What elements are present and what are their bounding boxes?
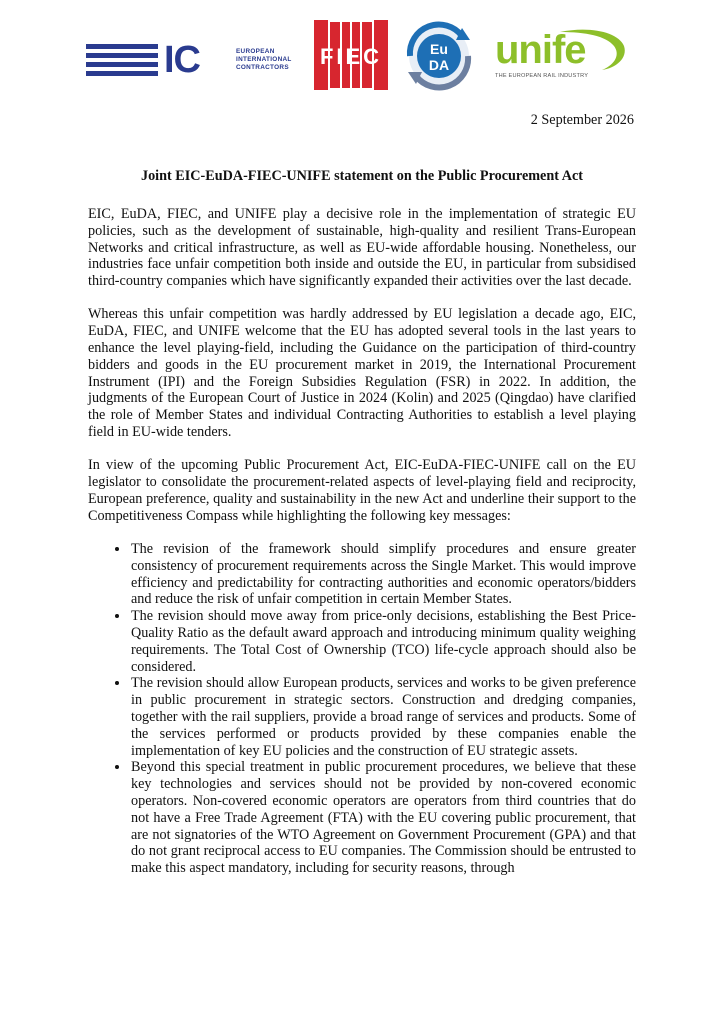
- logo-bar: [0, 14, 724, 94]
- paragraph: EIC, EuDA, FIEC, and UNIFE play a decisive role in the implementation of strategic EU policies, such as the development of sustainable, high-quality and resilient Trans-European Networks and critical infrastructure, as well as EU-wide affordable housing. Nonetheless, our industries face unfair competition both inside and outside the EU, in particular from subsidised third-country companies which have significantly expanded their activities over the last decade.: [88, 206, 636, 290]
- eic-logo-acronym: IC: [164, 39, 200, 81]
- paragraph: Whereas this unfair competition was hardly addressed by EU legislation a decade ago, EIC, EuDA, FIEC, and UNIFE welcome that the EU has adopted several tools in the last years to enhance the level playing-field, including the Guidance on the participation of third-country bidders and goods in the EU procurement market in 2019, the International Procurement Instrument (IPI) and the Foreign Subsidies Regulation (FSR) in 2022. In addition, the judgments of the European Court of Justice in 2024 (Kolin) and 2025 (Qingdao) have clarified the role of Member States and individual Contracting Authorities to establish a level playing field in EU-wide tenders.: [88, 306, 636, 441]
- fiec-logo: [312, 16, 390, 92]
- fiec-logo-text: FIEC: [319, 44, 383, 69]
- key-messages-list: [88, 541, 636, 877]
- eic-logo: [86, 39, 211, 81]
- unife-logo-tagline: THE EUROPEAN RAIL INDUSTRY: [495, 73, 589, 79]
- list-item: • The revision should move away from price-only decisions, establishing the Best Price-Quality Ratio as the default award approach and introducing minimum quality weighing requirements. The Total Cost of Ownership (TCO) life-cycle approach should also be considered.: [130, 608, 636, 675]
- document-title: Joint EIC-EuDA-FIEC-UNIFE statement on the Public Procurement Act: [140, 168, 583, 184]
- document-body: [88, 206, 636, 877]
- euda-logo: [400, 16, 478, 92]
- list-item: • Beyond this special treatment in public procurement procedures, we believe that these key technologies and services should not be provided by non-covered economic operators. Non-covered economic operators are operators from third countries that do not have a Free Trade Agreement (FTA) with the EU covering public procurement, that are not signatories of the WTO Agreement on Government Procurement (GPA) and that do not grant reciprocal access to EU companies. The Commission should be entrusted to make this aspect mandatory, including for security reasons, through: [130, 759, 636, 877]
- unife-logo: [490, 24, 630, 88]
- list-item: • The revision should allow European products, services and works to be given preference in public procurement in strategic sectors. Construction and dredging companies, together with the rail suppliers, provide a broad range of services and products. Some of the services performed or products provided by these companies enable the implementation of key EU policies and the construction of EU strategic assets.: [130, 675, 636, 759]
- unife-logo-wordmark: unife: [495, 28, 586, 72]
- document-date: 2 September 2026: [530, 112, 634, 128]
- eic-logo-subtitle: EUROPEAN INTERNATIONAL CONTRACTORS: [236, 48, 292, 71]
- euda-logo-line1: Eu: [430, 41, 448, 57]
- paragraph: In view of the upcoming Public Procurement Act, EIC-EuDA-FIEC-UNIFE call on the EU legislator to consolidate the procurement-related aspects of level-playing field and reciprocity, European preference, quality and sustainability in the new Act and underline their support to the Competitiveness Compass while highlighting the following key messages:: [88, 457, 636, 524]
- euda-logo-line2: DA: [428, 57, 450, 73]
- list-item: • The revision of the framework should simplify procedures and ensure greater consistency of procurement requirements across the Single Market. This would improve efficiency and predictability for contracting authorities and economic operators/bidders and reduce the risk of unfair competition in certain Member States.: [130, 541, 636, 608]
